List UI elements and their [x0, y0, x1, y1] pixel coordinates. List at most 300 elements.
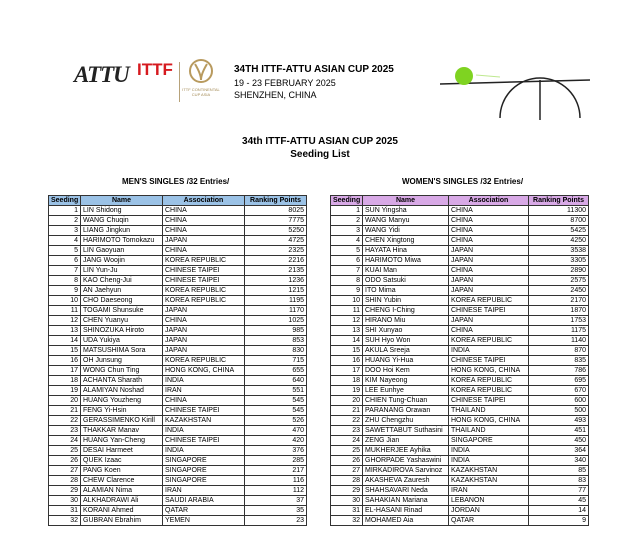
- player-name-cell: QUEK Izaac: [81, 456, 163, 466]
- men-section-title: MEN'S SINGLES /32 Entries/: [122, 177, 230, 186]
- association-cell: CHINA: [449, 226, 529, 236]
- ranking-points-cell: 2135: [245, 266, 307, 276]
- association-cell: JAPAN: [163, 336, 245, 346]
- seeding-cell: 16: [49, 356, 81, 366]
- ranking-points-cell: 526: [245, 416, 307, 426]
- table-row: [49, 456, 307, 466]
- seeding-cell: 10: [49, 296, 81, 306]
- ranking-points-cell: 835: [529, 356, 589, 366]
- player-name-cell: FENG Yi-Hsin: [81, 406, 163, 416]
- association-cell: JAPAN: [163, 306, 245, 316]
- men-header-row: [49, 196, 307, 206]
- ranking-points-cell: 14: [529, 506, 589, 516]
- association-cell: JAPAN: [163, 346, 245, 356]
- seeding-cell: 4: [331, 236, 363, 246]
- player-name-cell: LIANG Jingkun: [81, 226, 163, 236]
- col-seeding: Seeding: [331, 196, 363, 206]
- table-row: [331, 416, 589, 426]
- seeding-cell: 26: [49, 456, 81, 466]
- player-name-cell: CHEN Xingtong: [363, 236, 449, 246]
- association-cell: CHINESE TAIPEI: [163, 266, 245, 276]
- player-name-cell: THAKKAR Manav: [81, 426, 163, 436]
- player-name-cell: ITO Mima: [363, 286, 449, 296]
- seeding-cell: 25: [49, 446, 81, 456]
- table-row: [331, 236, 589, 246]
- ranking-points-cell: 1753: [529, 316, 589, 326]
- player-name-cell: DESAI Harmeet: [81, 446, 163, 456]
- table-row: [49, 406, 307, 416]
- player-name-cell: ALKHADRAWI Ali: [81, 496, 163, 506]
- ranking-points-cell: 1215: [245, 286, 307, 296]
- seeding-cell: 5: [331, 246, 363, 256]
- association-cell: INDIA: [449, 446, 529, 456]
- player-name-cell: PANG Koen: [81, 466, 163, 476]
- player-name-cell: HUANG Yi-Hua: [363, 356, 449, 366]
- association-cell: KAZAKHSTAN: [449, 466, 529, 476]
- table-row: [331, 516, 589, 526]
- association-cell: JORDAN: [449, 506, 529, 516]
- ranking-points-cell: 1870: [529, 306, 589, 316]
- table-row: [49, 416, 307, 426]
- association-cell: THAILAND: [449, 406, 529, 416]
- ranking-points-cell: 2325: [245, 246, 307, 256]
- table-row: [49, 216, 307, 226]
- table-row: [331, 456, 589, 466]
- table-row: [49, 246, 307, 256]
- table-row: [331, 316, 589, 326]
- player-name-cell: PARANANG Orawan: [363, 406, 449, 416]
- association-cell: YEMEN: [163, 516, 245, 526]
- ranking-points-cell: 1140: [529, 336, 589, 346]
- table-row: [331, 446, 589, 456]
- seeding-cell: 26: [331, 456, 363, 466]
- ranking-points-cell: 2890: [529, 266, 589, 276]
- seeding-cell: 7: [331, 266, 363, 276]
- ranking-points-cell: 640: [245, 376, 307, 386]
- ranking-points-cell: 1025: [245, 316, 307, 326]
- seeding-cell: 23: [49, 426, 81, 436]
- player-name-cell: SHINOZUKA Hiroto: [81, 326, 163, 336]
- association-cell: CHINESE TAIPEI: [163, 436, 245, 446]
- seeding-cell: 32: [49, 516, 81, 526]
- seeding-cell: 22: [331, 416, 363, 426]
- event-header: [0, 0, 640, 120]
- player-name-cell: GHORPADE Yashaswini: [363, 456, 449, 466]
- ranking-points-cell: 830: [245, 346, 307, 356]
- player-name-cell: KORANI Ahmed: [81, 506, 163, 516]
- table-row: [49, 506, 307, 516]
- table-row: [49, 426, 307, 436]
- ranking-points-cell: 853: [245, 336, 307, 346]
- player-name-cell: KAO Cheng-Jui: [81, 276, 163, 286]
- table-row: [49, 206, 307, 216]
- player-name-cell: ALAMIYAN Noshad: [81, 386, 163, 396]
- ranking-points-cell: 7775: [245, 216, 307, 226]
- player-name-cell: LEE Eunhye: [363, 386, 449, 396]
- association-cell: INDIA: [449, 346, 529, 356]
- player-name-cell: HARIMOTO Miwa: [363, 256, 449, 266]
- player-name-cell: ALAMIAN Nima: [81, 486, 163, 496]
- ranking-points-cell: 545: [245, 396, 307, 406]
- event-dates: 19 - 23 FEBRUARY 2025: [234, 78, 336, 88]
- ranking-points-cell: 695: [529, 376, 589, 386]
- association-cell: KOREA REPUBLIC: [163, 296, 245, 306]
- association-cell: QATAR: [163, 506, 245, 516]
- ranking-points-cell: 77: [529, 486, 589, 496]
- seeding-cell: 6: [49, 256, 81, 266]
- player-name-cell: LIN Shidong: [81, 206, 163, 216]
- table-row: [49, 366, 307, 376]
- seeding-cell: 28: [331, 476, 363, 486]
- seeding-cell: 1: [331, 206, 363, 216]
- player-name-cell: MIRKADIROVA Sarvinoz: [363, 466, 449, 476]
- ranking-points-cell: 217: [245, 466, 307, 476]
- association-cell: KOREA REPUBLIC: [163, 356, 245, 366]
- table-row: [331, 476, 589, 486]
- table-row: [49, 306, 307, 316]
- table-row: [49, 336, 307, 346]
- ranking-points-cell: 285: [245, 456, 307, 466]
- document-subtitle: Seeding List: [290, 149, 350, 160]
- player-name-cell: ZHU Chengzhu: [363, 416, 449, 426]
- ranking-points-cell: 470: [245, 426, 307, 436]
- association-cell: CHINA: [163, 396, 245, 406]
- table-row: [331, 406, 589, 416]
- men-seeding-table: [48, 195, 307, 526]
- player-name-cell: HUANG Yan-Cheng: [81, 436, 163, 446]
- ranking-points-cell: 1236: [245, 276, 307, 286]
- ranking-points-cell: 1195: [245, 296, 307, 306]
- ranking-points-cell: 1170: [245, 306, 307, 316]
- table-row: [49, 256, 307, 266]
- player-name-cell: EL-HASANI Rinad: [363, 506, 449, 516]
- player-name-cell: LIN Yun-Ju: [81, 266, 163, 276]
- table-row: [331, 276, 589, 286]
- player-name-cell: SAWETTABUT Suthasini: [363, 426, 449, 436]
- player-name-cell: AKULA Sreeja: [363, 346, 449, 356]
- ranking-points-cell: 1175: [529, 326, 589, 336]
- ranking-points-cell: 9: [529, 516, 589, 526]
- player-name-cell: AKASHEVA Zauresh: [363, 476, 449, 486]
- col-name: Name: [81, 196, 163, 206]
- ranking-points-cell: 2450: [529, 286, 589, 296]
- seeding-cell: 19: [331, 386, 363, 396]
- player-name-cell: OH Junsung: [81, 356, 163, 366]
- association-cell: LEBANON: [449, 496, 529, 506]
- seeding-cell: 14: [331, 336, 363, 346]
- association-cell: CHINA: [163, 206, 245, 216]
- table-row: [49, 386, 307, 396]
- ranking-points-cell: 655: [245, 366, 307, 376]
- seeding-cell: 8: [331, 276, 363, 286]
- col-ranking-points: Ranking Points: [245, 196, 307, 206]
- ranking-points-cell: 545: [245, 406, 307, 416]
- player-name-cell: SUH Hyo Won: [363, 336, 449, 346]
- player-name-cell: CHO Daeseong: [81, 296, 163, 306]
- ranking-points-cell: 551: [245, 386, 307, 396]
- table-row: [331, 376, 589, 386]
- seeding-cell: 17: [331, 366, 363, 376]
- association-cell: JAPAN: [449, 246, 529, 256]
- player-name-cell: GUBRAN Ebrahim: [81, 516, 163, 526]
- continental-cup-emblem-icon: [188, 58, 214, 84]
- seeding-cell: 12: [331, 316, 363, 326]
- women-section-title: WOMEN'S SINGLES /32 Entries/: [402, 177, 524, 186]
- ranking-points-cell: 5425: [529, 226, 589, 236]
- table-row: [49, 476, 307, 486]
- association-cell: JAPAN: [163, 236, 245, 246]
- seeding-cell: 4: [49, 236, 81, 246]
- ranking-points-cell: 4725: [245, 236, 307, 246]
- ranking-points-cell: 4250: [529, 236, 589, 246]
- ranking-points-cell: 786: [529, 366, 589, 376]
- table-row: [331, 216, 589, 226]
- seeding-cell: 11: [49, 306, 81, 316]
- table-row: [49, 236, 307, 246]
- ranking-points-cell: 670: [529, 386, 589, 396]
- seeding-cell: 13: [49, 326, 81, 336]
- player-name-cell: SAHAKIAN Mariana: [363, 496, 449, 506]
- player-name-cell: MATSUSHIMA Sora: [81, 346, 163, 356]
- association-cell: SINGAPORE: [449, 436, 529, 446]
- association-cell: CHINESE TAIPEI: [163, 406, 245, 416]
- table-row: [49, 516, 307, 526]
- player-name-cell: CHEN Yuanyu: [81, 316, 163, 326]
- table-row: [49, 296, 307, 306]
- player-name-cell: TOGAMI Shunsuke: [81, 306, 163, 316]
- player-name-cell: WONG Chun Ting: [81, 366, 163, 376]
- seeding-cell: 3: [331, 226, 363, 236]
- seeding-cell: 14: [49, 336, 81, 346]
- ranking-points-cell: 23: [245, 516, 307, 526]
- association-cell: HONG KONG, CHINA: [449, 366, 529, 376]
- seeding-cell: 7: [49, 266, 81, 276]
- player-name-cell: ODO Satsuki: [363, 276, 449, 286]
- ranking-points-cell: 376: [245, 446, 307, 456]
- table-row: [331, 256, 589, 266]
- table-row: [331, 286, 589, 296]
- ranking-points-cell: 340: [529, 456, 589, 466]
- ranking-points-cell: 2575: [529, 276, 589, 286]
- table-row: [331, 266, 589, 276]
- seeding-cell: 15: [331, 346, 363, 356]
- player-name-cell: WANG Yidi: [363, 226, 449, 236]
- table-row: [49, 376, 307, 386]
- association-cell: HONG KONG, CHINA: [163, 366, 245, 376]
- table-row: [331, 486, 589, 496]
- event-city: SHENZHEN, CHINA: [234, 90, 317, 100]
- association-cell: CHINA: [449, 206, 529, 216]
- seeding-cell: 18: [49, 376, 81, 386]
- association-cell: KOREA REPUBLIC: [449, 376, 529, 386]
- seeding-cell: 6: [331, 256, 363, 266]
- association-cell: THAILAND: [449, 426, 529, 436]
- table-row: [49, 466, 307, 476]
- seeding-cell: 18: [331, 376, 363, 386]
- ranking-points-cell: 364: [529, 446, 589, 456]
- player-name-cell: AN Jaehyun: [81, 286, 163, 296]
- seeding-cell: 10: [331, 296, 363, 306]
- table-row: [331, 356, 589, 366]
- ranking-points-cell: 715: [245, 356, 307, 366]
- ranking-points-cell: 500: [529, 406, 589, 416]
- association-cell: CHINA: [449, 266, 529, 276]
- table-row: [331, 306, 589, 316]
- ranking-points-cell: 451: [529, 426, 589, 436]
- player-name-cell: JANG Woojin: [81, 256, 163, 266]
- player-name-cell: ZENG Jian: [363, 436, 449, 446]
- table-row: [49, 436, 307, 446]
- seeding-cell: 21: [331, 406, 363, 416]
- association-cell: JAPAN: [449, 316, 529, 326]
- association-cell: QATAR: [449, 516, 529, 526]
- seeding-cell: 3: [49, 226, 81, 236]
- association-cell: SAUDI ARABIA: [163, 496, 245, 506]
- association-cell: CHINESE TAIPEI: [449, 356, 529, 366]
- player-name-cell: CHIEN Tung-Chuan: [363, 396, 449, 406]
- table-row: [49, 316, 307, 326]
- table-row: [49, 486, 307, 496]
- table-row: [49, 346, 307, 356]
- seeding-cell: 30: [49, 496, 81, 506]
- table-row: [331, 346, 589, 356]
- seeding-cell: 23: [331, 426, 363, 436]
- player-name-cell: SHAHSAVARI Neda: [363, 486, 449, 496]
- table-row: [331, 336, 589, 346]
- document-title: 34th ITTF-ATTU ASIAN CUP 2025: [242, 136, 398, 147]
- women-header-row: [331, 196, 589, 206]
- table-row: [331, 246, 589, 256]
- table-row: [49, 286, 307, 296]
- seeding-cell: 20: [331, 396, 363, 406]
- table-row: [331, 206, 589, 216]
- player-name-cell: GERASSIMENKO Kirill: [81, 416, 163, 426]
- association-cell: JAPAN: [449, 256, 529, 266]
- player-name-cell: LIN Gaoyuan: [81, 246, 163, 256]
- seeding-cell: 32: [331, 516, 363, 526]
- seeding-cell: 2: [49, 216, 81, 226]
- seeding-cell: 20: [49, 396, 81, 406]
- seeding-cell: 8: [49, 276, 81, 286]
- association-cell: INDIA: [163, 376, 245, 386]
- event-title: 34TH ITTF-ATTU ASIAN CUP 2025: [234, 64, 394, 75]
- association-cell: KOREA REPUBLIC: [449, 296, 529, 306]
- seeding-cell: 13: [331, 326, 363, 336]
- seeding-cell: 31: [49, 506, 81, 516]
- ranking-points-cell: 493: [529, 416, 589, 426]
- table-row: [49, 496, 307, 506]
- player-name-cell: CHENG I-Ching: [363, 306, 449, 316]
- table-row: [49, 446, 307, 456]
- ranking-points-cell: 870: [529, 346, 589, 356]
- association-cell: INDIA: [163, 426, 245, 436]
- player-name-cell: DOO Hoi Kem: [363, 366, 449, 376]
- attu-logo: ATTU: [74, 62, 129, 87]
- association-cell: SINGAPORE: [163, 466, 245, 476]
- seeding-cell: 9: [331, 286, 363, 296]
- association-cell: CHINA: [163, 216, 245, 226]
- player-name-cell: MOHAMED Aia: [363, 516, 449, 526]
- association-cell: JAPAN: [449, 276, 529, 286]
- association-cell: CHINA: [163, 226, 245, 236]
- seeding-cell: 21: [49, 406, 81, 416]
- association-cell: SINGAPORE: [163, 476, 245, 486]
- seeding-cell: 5: [49, 246, 81, 256]
- seeding-cell: 24: [49, 436, 81, 446]
- association-cell: CHINA: [449, 326, 529, 336]
- table-row: [49, 356, 307, 366]
- table-row: [331, 436, 589, 446]
- seeding-cell: 28: [49, 476, 81, 486]
- ranking-points-cell: 2216: [245, 256, 307, 266]
- col-association: Association: [449, 196, 529, 206]
- table-tennis-decoration-icon: [440, 60, 590, 120]
- seeding-cell: 11: [331, 306, 363, 316]
- player-name-cell: HAYATA Hina: [363, 246, 449, 256]
- ranking-points-cell: 8700: [529, 216, 589, 226]
- col-name: Name: [363, 196, 449, 206]
- player-name-cell: HARIMOTO Tomokazu: [81, 236, 163, 246]
- player-name-cell: ACHANTA Sharath: [81, 376, 163, 386]
- seeding-cell: 30: [331, 496, 363, 506]
- association-cell: CHINA: [163, 246, 245, 256]
- seeding-cell: 29: [49, 486, 81, 496]
- association-cell: SINGAPORE: [163, 456, 245, 466]
- association-cell: IRAN: [163, 486, 245, 496]
- seeding-cell: 27: [49, 466, 81, 476]
- association-cell: INDIA: [449, 456, 529, 466]
- association-cell: CHINESE TAIPEI: [163, 276, 245, 286]
- seeding-cell: 16: [331, 356, 363, 366]
- association-cell: JAPAN: [449, 286, 529, 296]
- ranking-points-cell: 83: [529, 476, 589, 486]
- ranking-points-cell: 420: [245, 436, 307, 446]
- association-cell: KAZAKHSTAN: [449, 476, 529, 486]
- association-cell: INDIA: [163, 446, 245, 456]
- table-row: [331, 296, 589, 306]
- association-cell: IRAN: [449, 486, 529, 496]
- table-row: [331, 326, 589, 336]
- col-association: Association: [163, 196, 245, 206]
- association-cell: KOREA REPUBLIC: [449, 336, 529, 346]
- ranking-points-cell: 985: [245, 326, 307, 336]
- ranking-points-cell: 112: [245, 486, 307, 496]
- ranking-points-cell: 35: [245, 506, 307, 516]
- association-cell: CHINA: [163, 316, 245, 326]
- ranking-points-cell: 11300: [529, 206, 589, 216]
- table-row: [331, 226, 589, 236]
- seeding-cell: 19: [49, 386, 81, 396]
- table-row: [331, 466, 589, 476]
- player-name-cell: HIRANO Miu: [363, 316, 449, 326]
- association-cell: KOREA REPUBLIC: [163, 286, 245, 296]
- ittf-logo: ITTF: [137, 60, 173, 79]
- table-row: [331, 396, 589, 406]
- table-row: [331, 426, 589, 436]
- ranking-points-cell: 5250: [245, 226, 307, 236]
- ranking-points-cell: 85: [529, 466, 589, 476]
- table-row: [49, 276, 307, 286]
- player-name-cell: CHEW Clarence: [81, 476, 163, 486]
- ranking-points-cell: 2170: [529, 296, 589, 306]
- association-cell: CHINESE TAIPEI: [449, 396, 529, 406]
- player-name-cell: KUAI Man: [363, 266, 449, 276]
- player-name-cell: WANG Manyu: [363, 216, 449, 226]
- ranking-points-cell: 8025: [245, 206, 307, 216]
- seeding-cell: 17: [49, 366, 81, 376]
- ranking-points-cell: 3305: [529, 256, 589, 266]
- ranking-points-cell: 600: [529, 396, 589, 406]
